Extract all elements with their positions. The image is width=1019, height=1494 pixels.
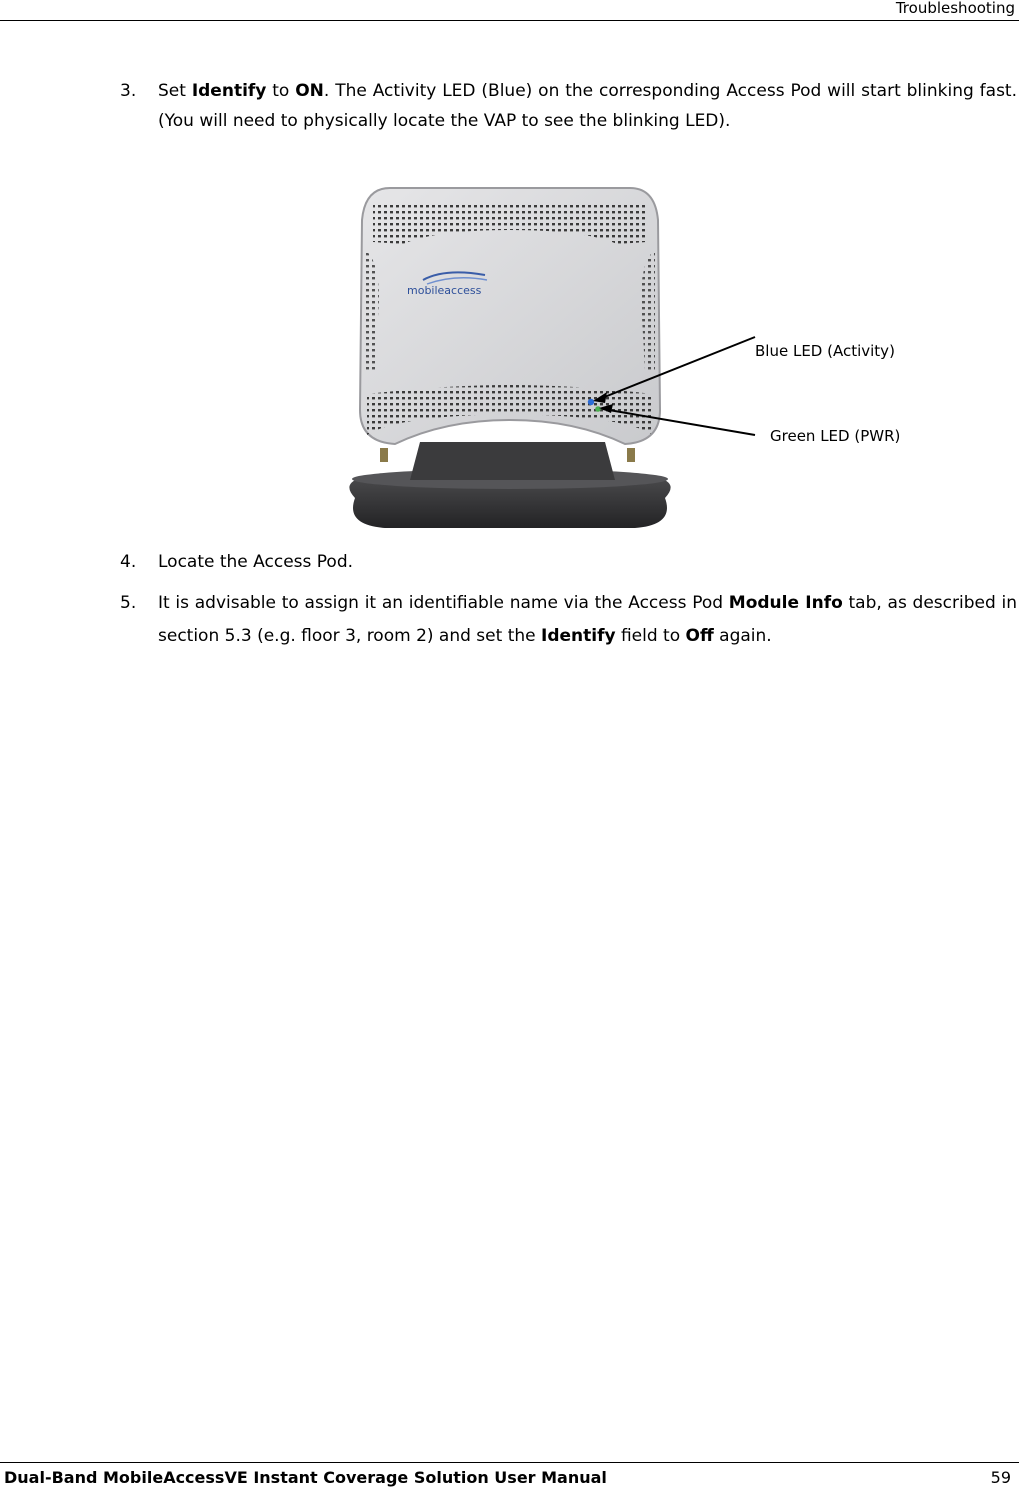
- text-run: tab, as described in section 5.3 (e.g. floor 3, room 2) and set the: [158, 593, 1017, 646]
- text-run: Set: [158, 81, 192, 101]
- callout-green-led: Green LED (PWR): [770, 427, 901, 445]
- step-5: [120, 587, 1017, 653]
- keyword-off: Off: [685, 626, 714, 646]
- step-text: [158, 76, 1017, 136]
- step-text: [158, 587, 1017, 653]
- text-run: It is advisable to assign it an identifiable name via the Access Pod: [158, 593, 729, 613]
- step-text: [158, 547, 1017, 577]
- step-number: 5.: [120, 593, 137, 613]
- text-run: to: [266, 81, 296, 101]
- step-3: [120, 76, 1017, 136]
- text-run: field to: [615, 626, 686, 646]
- keyword-identify: Identify: [191, 81, 267, 101]
- product-logo-text: mobileaccess: [407, 284, 482, 297]
- callout-blue-led: Blue LED (Activity): [755, 342, 895, 360]
- step-4: [120, 547, 1017, 577]
- keyword-identify: Identify: [541, 626, 616, 646]
- footer-manual-title: Dual-Band MobileAccessVE Instant Coverage Solution User Manual: [4, 1468, 607, 1487]
- step-number: 3.: [120, 81, 137, 101]
- header-divider: [0, 20, 1019, 21]
- footer-divider: [0, 1462, 1019, 1463]
- running-header-title: Troubleshooting: [895, 0, 1015, 17]
- text-run: again.: [713, 626, 772, 646]
- step-number: 4.: [120, 552, 137, 572]
- page-number: 59: [990, 1468, 1011, 1487]
- text-run: . The Activity LED (Blue) on the corresponding Access Pod will start blinking fast. (You will need to physically locate the VAP to see the blinking LED).: [158, 81, 1017, 131]
- keyword-on: ON: [295, 81, 324, 101]
- text-run: Locate the Access Pod.: [158, 552, 354, 572]
- keyword-module-info: Module Info: [728, 593, 843, 613]
